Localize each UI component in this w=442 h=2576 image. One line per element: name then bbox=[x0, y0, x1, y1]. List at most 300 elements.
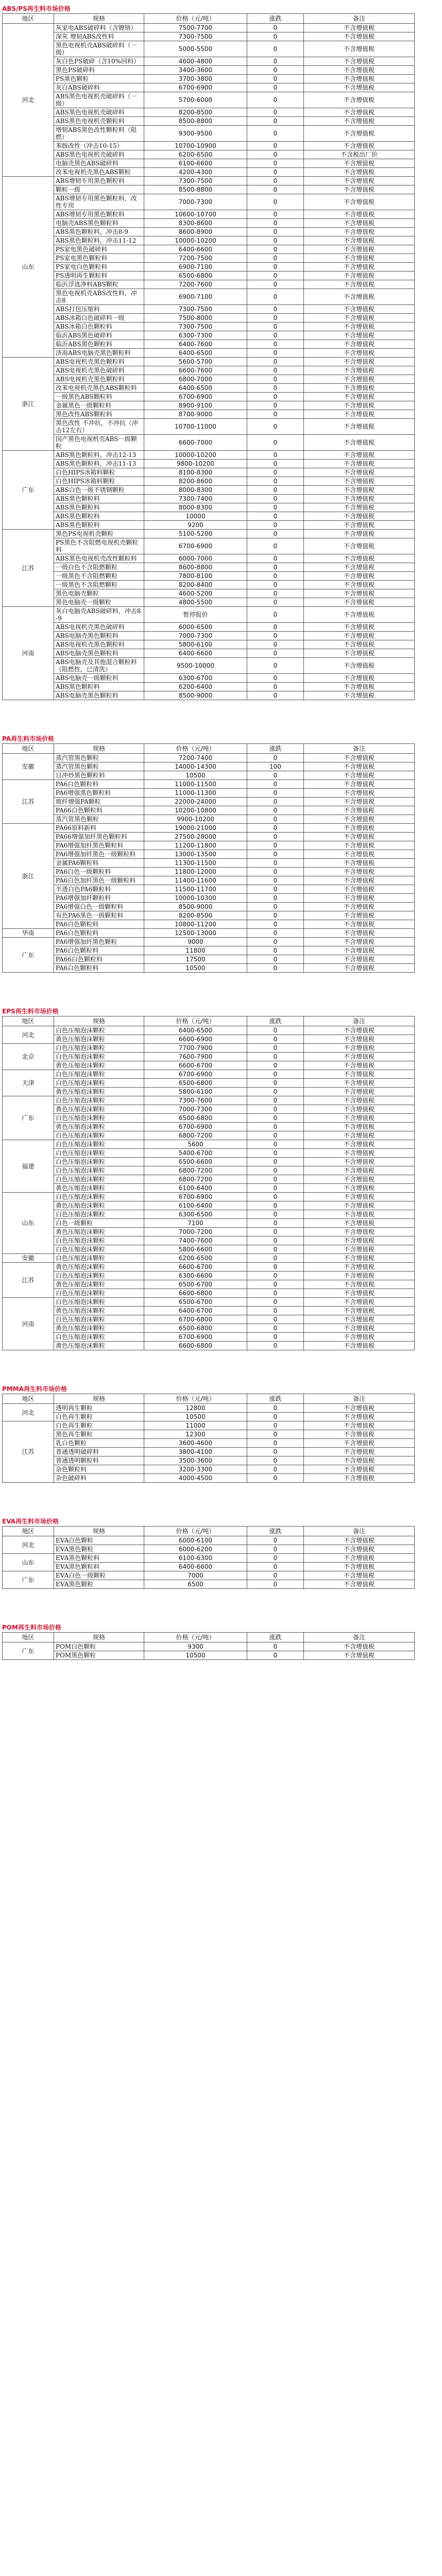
table-row bbox=[3, 762, 415, 771]
region-cell: 河北 bbox=[3, 24, 54, 177]
change-cell: 0 bbox=[247, 236, 304, 245]
table-row bbox=[3, 194, 415, 210]
note-cell: 不含增值税 bbox=[304, 1430, 415, 1439]
spec-cell: 一级黑色ABS颗粒料 bbox=[54, 393, 144, 401]
price-cell: 8700-9000 bbox=[144, 410, 247, 419]
note-cell: 不含增值税 bbox=[304, 815, 415, 824]
table-row bbox=[3, 185, 415, 194]
note-cell: 不含增值税 bbox=[304, 108, 415, 117]
table-row bbox=[3, 1236, 415, 1245]
change-header: 涨跌 bbox=[247, 1016, 304, 1026]
change-cell: 0 bbox=[247, 780, 304, 789]
region-cell: 浙江 bbox=[3, 824, 54, 929]
price-cell: 11000-11500 bbox=[144, 780, 247, 789]
price-cell: 4000-4500 bbox=[144, 1474, 247, 1483]
table-row bbox=[3, 272, 415, 280]
spec-cell: 黄色压缩泡沫颗粒 bbox=[54, 1184, 144, 1193]
note-cell: 不含增值税 bbox=[304, 1044, 415, 1053]
table-row bbox=[3, 1245, 415, 1254]
spec-cell: ABS电脑壳及其他混合颗粒料（阻燃性，已清洗） bbox=[54, 658, 144, 674]
spec-cell: 白色压缩泡沫颗粒 bbox=[54, 1140, 144, 1149]
change-cell: 0 bbox=[247, 754, 304, 762]
price-cell: 7800-8100 bbox=[144, 572, 247, 581]
price-cell: 6400-6500 bbox=[144, 384, 247, 393]
change-cell: 0 bbox=[247, 530, 304, 538]
price-header: 价格（元/吨） bbox=[144, 1394, 247, 1404]
spec-cell: 金属PA6颗粒料 bbox=[54, 859, 144, 868]
note-cell: 不含增值税 bbox=[304, 1070, 415, 1079]
price-cell: 6700-6900 bbox=[144, 1070, 247, 1079]
table-row bbox=[3, 210, 415, 219]
price-cell: 8200-8400 bbox=[144, 581, 247, 589]
price-cell: 12300 bbox=[144, 1430, 247, 1439]
change-cell: 0 bbox=[247, 1044, 304, 1053]
table-row bbox=[3, 435, 415, 451]
spec-cell: 白色压缩泡沫颗粒 bbox=[54, 1210, 144, 1219]
note-cell: 不含增值税 bbox=[304, 1131, 415, 1140]
price-cell: 11300-11500 bbox=[144, 859, 247, 868]
spec-cell: ABS黑色颗粒料，冲击12-13 bbox=[54, 451, 144, 460]
table-row bbox=[3, 477, 415, 486]
note-cell: 不含增值税 bbox=[304, 75, 415, 83]
spec-cell: 白色压缩泡沫颗粒 bbox=[54, 1070, 144, 1079]
note-cell: 不含增值税 bbox=[304, 185, 415, 194]
spec-header: 规格 bbox=[54, 14, 144, 24]
note-cell: 不含增值税 bbox=[304, 263, 415, 272]
spec-cell: 黄色压缩泡沫颗粒 bbox=[54, 1228, 144, 1236]
table-row bbox=[3, 358, 415, 366]
spec-cell: 改苯电视机壳黑色ABS颗粒 bbox=[54, 168, 144, 177]
note-cell: 不含增值税 bbox=[304, 1324, 415, 1333]
price-cell: 6200-6500 bbox=[144, 150, 247, 159]
region-header: 地区 bbox=[3, 1394, 54, 1404]
table-row bbox=[3, 1026, 415, 1035]
spec-cell: ABS打包压缩料 bbox=[54, 305, 144, 314]
change-cell: 0 bbox=[247, 280, 304, 289]
price-cell: 6800-7000 bbox=[144, 375, 247, 384]
price-header: 价格（元/吨） bbox=[144, 744, 247, 754]
note-cell: 不含增值税 bbox=[304, 236, 415, 245]
price-cell: 13000-13500 bbox=[144, 850, 247, 859]
price-cell: 6200-6400 bbox=[144, 683, 247, 691]
change-cell: 0 bbox=[247, 632, 304, 640]
price-cell: 9800-10200 bbox=[144, 460, 247, 468]
price-cell: 7300-7400 bbox=[144, 495, 247, 503]
spec-header: 规格 bbox=[54, 1633, 144, 1642]
spec-cell: PA6增强加纤黑色颗粒 bbox=[54, 938, 144, 946]
price-cell: 7500-7700 bbox=[144, 24, 247, 32]
change-cell: 0 bbox=[247, 340, 304, 349]
section-gap bbox=[2, 1483, 414, 1514]
change-cell: 0 bbox=[247, 1448, 304, 1456]
note-cell: 不含增值税 bbox=[304, 314, 415, 323]
table-row bbox=[3, 754, 415, 762]
change-cell: 0 bbox=[247, 468, 304, 477]
spec-cell: 黄色压缩泡沫颗粒 bbox=[54, 1088, 144, 1096]
table-row bbox=[3, 1439, 415, 1448]
change-cell: 0 bbox=[247, 589, 304, 598]
table-row bbox=[3, 833, 415, 841]
table-row bbox=[3, 530, 415, 538]
change-cell: 0 bbox=[247, 683, 304, 691]
spec-cell: 苯胺改性（冲击10-15） bbox=[54, 142, 144, 150]
table-row bbox=[3, 1035, 415, 1044]
change-cell: 0 bbox=[247, 83, 304, 92]
table-row bbox=[3, 159, 415, 168]
change-cell: 0 bbox=[247, 32, 304, 41]
note-cell: 不含增值税 bbox=[304, 658, 415, 674]
spec-cell: ABS白色一级不锈钢颗粒 bbox=[54, 486, 144, 495]
spec-cell: 有色PA6黑色一级颗粒料 bbox=[54, 911, 144, 920]
region-cell: 山东 bbox=[3, 1193, 54, 1254]
price-cell: 6500-6600 bbox=[144, 1158, 247, 1166]
price-cell: 6700-6900 bbox=[144, 1333, 247, 1342]
note-cell: 不含增值税 bbox=[304, 938, 415, 946]
change-cell: 0 bbox=[247, 1184, 304, 1193]
table-row bbox=[3, 1571, 415, 1580]
spec-cell: 白色压缩泡沫颗粒 bbox=[54, 1131, 144, 1140]
spec-cell: PS家电白色颗粒料 bbox=[54, 263, 144, 272]
spec-cell: ABS黑色电视机壳破碎料（一级） bbox=[54, 92, 144, 108]
table-row bbox=[3, 219, 415, 228]
change-cell: 100 bbox=[247, 762, 304, 771]
note-cell: 不含增值税 bbox=[304, 1061, 415, 1070]
spec-cell: 普通透明破碎料 bbox=[54, 1448, 144, 1456]
note-cell: 不含增值税 bbox=[304, 1166, 415, 1175]
price-cell: 9200 bbox=[144, 521, 247, 530]
spec-cell: ABS增韧专用黑色颗粒料，改性专用 bbox=[54, 194, 144, 210]
change-cell: 0 bbox=[247, 1035, 304, 1044]
table-row bbox=[3, 366, 415, 375]
change-cell: 0 bbox=[247, 75, 304, 83]
change-cell: 0 bbox=[247, 1554, 304, 1563]
table-row bbox=[3, 126, 415, 142]
price-cell: 6900-7100 bbox=[144, 263, 247, 272]
spec-cell: PS透明再生颗粒料 bbox=[54, 272, 144, 280]
note-cell: 不含增值税 bbox=[304, 92, 415, 108]
price-cell: 7200-7500 bbox=[144, 254, 247, 263]
table-row bbox=[3, 1651, 415, 1660]
table-row bbox=[3, 674, 415, 683]
change-cell: 0 bbox=[247, 1413, 304, 1421]
table-row bbox=[3, 859, 415, 868]
spec-cell: 改苯电视机壳黑色ABS颗粒料 bbox=[54, 384, 144, 393]
price-cell: 6500-6700 bbox=[144, 1280, 247, 1289]
change-cell: 0 bbox=[247, 150, 304, 159]
spec-cell: 黄色压缩泡沫颗粒 bbox=[54, 1307, 144, 1315]
change-cell: 0 bbox=[247, 305, 304, 314]
header-row bbox=[3, 1527, 415, 1536]
table-row bbox=[3, 1465, 415, 1474]
spec-cell: 灰白ABS破碎料 bbox=[54, 83, 144, 92]
price-cell: 7000-7300 bbox=[144, 632, 247, 640]
table-row bbox=[3, 1413, 415, 1421]
section-title: PMMA再生料市场价格 bbox=[2, 1385, 67, 1393]
table-row bbox=[3, 1298, 415, 1307]
change-cell: 0 bbox=[247, 1536, 304, 1545]
change-cell: 0 bbox=[247, 194, 304, 210]
change-cell: 0 bbox=[247, 798, 304, 806]
price-cell: 7600-7900 bbox=[144, 1053, 247, 1061]
note-cell: 不含税出厂价 bbox=[304, 150, 415, 159]
change-header: 涨跌 bbox=[247, 1633, 304, 1642]
spec-cell: 白色压缩泡沫颗粒 bbox=[54, 1166, 144, 1175]
price-cell: 5600 bbox=[144, 1140, 247, 1149]
price-cell: 8200-8500 bbox=[144, 108, 247, 117]
price-cell: 6600-7000 bbox=[144, 435, 247, 451]
change-cell: 0 bbox=[247, 1456, 304, 1465]
note-cell: 不含增值税 bbox=[304, 903, 415, 911]
table-row bbox=[3, 815, 415, 824]
table-row bbox=[3, 798, 415, 806]
note-cell: 不含增值税 bbox=[304, 451, 415, 460]
spec-cell: POM白色颗粒 bbox=[54, 1642, 144, 1651]
spec-cell: 白色压缩泡沫颗粒 bbox=[54, 1044, 144, 1053]
table-row bbox=[3, 1053, 415, 1061]
note-cell: 不含增值税 bbox=[304, 331, 415, 340]
price-cell: 8200-8500 bbox=[144, 911, 247, 920]
change-cell: 0 bbox=[247, 1088, 304, 1096]
table-row bbox=[3, 538, 415, 554]
header-row bbox=[3, 1394, 415, 1404]
change-cell: 0 bbox=[247, 401, 304, 410]
change-cell: 0 bbox=[247, 228, 304, 236]
spec-cell: ABS黑色颗粒料，冲击11-13 bbox=[54, 460, 144, 468]
note-cell: 不含增值税 bbox=[304, 375, 415, 384]
note-cell: 不含增值税 bbox=[304, 219, 415, 228]
price-cell: 6100-6400 bbox=[144, 1201, 247, 1210]
note-cell: 不含增值税 bbox=[304, 1254, 415, 1263]
spec-cell: 白色压缩泡沫颗粒 bbox=[54, 1193, 144, 1201]
note-cell: 不含增值税 bbox=[304, 495, 415, 503]
note-cell: 不含增值税 bbox=[304, 435, 415, 451]
price-cell: 6000-6200 bbox=[144, 1545, 247, 1554]
change-cell: 0 bbox=[247, 117, 304, 126]
change-cell: 0 bbox=[247, 885, 304, 894]
table-row bbox=[3, 1105, 415, 1114]
change-cell: 0 bbox=[247, 177, 304, 185]
spec-cell: PS家电黑色颗粒料 bbox=[54, 254, 144, 263]
note-cell: 不含增值税 bbox=[304, 1465, 415, 1474]
table-row bbox=[3, 850, 415, 859]
price-header: 价格（元/吨） bbox=[144, 1633, 247, 1642]
table-row bbox=[3, 946, 415, 955]
spec-cell: 玻纤增强PA颗粒 bbox=[54, 798, 144, 806]
table-row bbox=[3, 521, 415, 530]
table-row bbox=[3, 1430, 415, 1439]
change-cell: 0 bbox=[247, 1580, 304, 1589]
spec-cell: 白色压缩泡沫颗粒 bbox=[54, 1333, 144, 1342]
change-cell: 0 bbox=[247, 1026, 304, 1035]
note-cell: 不含增值税 bbox=[304, 358, 415, 366]
change-cell: 0 bbox=[247, 1105, 304, 1114]
price-cell: 6100-6600 bbox=[144, 159, 247, 168]
spec-cell: PA66原料新料 bbox=[54, 824, 144, 833]
note-cell: 不含增值税 bbox=[304, 1228, 415, 1236]
table-row bbox=[3, 486, 415, 495]
table-row bbox=[3, 393, 415, 401]
change-cell: 0 bbox=[247, 1228, 304, 1236]
change-cell: 0 bbox=[247, 419, 304, 435]
price-cell: 8500-8800 bbox=[144, 185, 247, 194]
price-cell: 7300-7500 bbox=[144, 32, 247, 41]
price-cell: 7100 bbox=[144, 1219, 247, 1228]
change-cell: 0 bbox=[247, 1149, 304, 1158]
price-cell: 6400-6600 bbox=[144, 1563, 247, 1571]
change-cell: 0 bbox=[247, 1158, 304, 1166]
change-cell: 0 bbox=[247, 254, 304, 263]
table-row bbox=[3, 150, 415, 159]
spec-cell: PA66白色颗粒料 bbox=[54, 955, 144, 964]
note-header: 备注 bbox=[304, 744, 415, 754]
price-cell: 7000-7300 bbox=[144, 194, 247, 210]
change-cell: 0 bbox=[247, 1053, 304, 1061]
change-cell: 0 bbox=[247, 824, 304, 833]
region-cell: 福建 bbox=[3, 1140, 54, 1193]
note-cell: 不含增值税 bbox=[304, 194, 415, 210]
spec-cell: 黄色压缩泡沫颗粒 bbox=[54, 1342, 144, 1350]
change-cell: 0 bbox=[247, 245, 304, 254]
region-header: 地区 bbox=[3, 1633, 54, 1642]
note-cell: 不含增值税 bbox=[304, 117, 415, 126]
spec-cell: 黑色电脑壳颗粒 bbox=[54, 589, 144, 598]
note-cell: 不含增值税 bbox=[304, 401, 415, 410]
change-cell: 0 bbox=[247, 1307, 304, 1315]
change-cell: 0 bbox=[247, 964, 304, 973]
note-cell: 不含增值税 bbox=[304, 1315, 415, 1324]
spec-cell: PA6增强加纤黑色颗粒料 bbox=[54, 841, 144, 850]
spec-cell: 白色压缩泡沫颗粒 bbox=[54, 1289, 144, 1298]
spec-cell: 临沂浮选净料ABS颗粒 bbox=[54, 280, 144, 289]
price-cell: 12800 bbox=[144, 1404, 247, 1413]
change-cell: 0 bbox=[247, 512, 304, 521]
change-cell: 0 bbox=[247, 1166, 304, 1175]
change-cell: 0 bbox=[247, 24, 304, 32]
price-cell: 5800-6600 bbox=[144, 1245, 247, 1254]
spec-cell: 黄色压缩泡沫颗粒 bbox=[54, 1263, 144, 1272]
spec-cell: 一级白色不含阻燃颗粒 bbox=[54, 563, 144, 572]
spec-cell: PA6增强白色一级颗粒料 bbox=[54, 903, 144, 911]
spec-cell: ABS电视机壳黑色颗粒料 bbox=[54, 358, 144, 366]
change-cell: 0 bbox=[247, 486, 304, 495]
spec-cell: 白色一级颗粒 bbox=[54, 1219, 144, 1228]
change-cell: 0 bbox=[247, 1210, 304, 1219]
section-title: PA再生料市场价格 bbox=[2, 735, 54, 742]
table-row bbox=[3, 1228, 415, 1236]
table-row bbox=[3, 885, 415, 894]
table-row bbox=[3, 1289, 415, 1298]
change-cell: 0 bbox=[247, 806, 304, 815]
change-cell: 0 bbox=[247, 477, 304, 486]
note-cell: 不含增值税 bbox=[304, 272, 415, 280]
change-cell: 0 bbox=[247, 1193, 304, 1201]
region-header: 地区 bbox=[3, 1527, 54, 1536]
spec-cell: 白色压缩泡沫颗粒 bbox=[54, 1079, 144, 1088]
note-cell: 不含增值税 bbox=[304, 393, 415, 401]
note-header: 备注 bbox=[304, 1016, 415, 1026]
spec-cell: 半透白色PA6颗粒料 bbox=[54, 885, 144, 894]
spec-cell: 白色再生颗粒 bbox=[54, 1413, 144, 1421]
table-row bbox=[3, 41, 415, 57]
region-cell: 江苏 bbox=[3, 1421, 54, 1483]
spec-cell: 乳白色颗粒 bbox=[54, 1439, 144, 1448]
note-cell: 不含增值税 bbox=[304, 1571, 415, 1580]
table-row bbox=[3, 1079, 415, 1088]
note-cell: 不含增值税 bbox=[304, 563, 415, 572]
price-cell: 5800-6100 bbox=[144, 1088, 247, 1096]
price-cell: 6600-6800 bbox=[144, 1342, 247, 1350]
spec-cell: 白色压缩泡沫颗粒 bbox=[54, 1158, 144, 1166]
spec-cell: 黑色改性ABS颗粒料 bbox=[54, 410, 144, 419]
change-cell: 0 bbox=[247, 1315, 304, 1324]
change-cell: 0 bbox=[247, 850, 304, 859]
note-cell: 不含增值税 bbox=[304, 486, 415, 495]
change-cell: 0 bbox=[247, 789, 304, 798]
spec-cell: 白色压缩泡沫颗粒 bbox=[54, 1245, 144, 1254]
table-row bbox=[3, 495, 415, 503]
note-cell: 不含增值税 bbox=[304, 632, 415, 640]
spec-cell: PA6白色颗粒料 bbox=[54, 920, 144, 929]
table-row bbox=[3, 598, 415, 607]
change-cell: 0 bbox=[247, 1114, 304, 1123]
price-cell: 6400-7600 bbox=[144, 340, 247, 349]
region-cell: 浙江 bbox=[3, 358, 54, 451]
spec-cell: 白色压缩泡沫颗粒 bbox=[54, 1315, 144, 1324]
note-cell: 不含增值税 bbox=[304, 1456, 415, 1465]
table-row bbox=[3, 1219, 415, 1228]
price-cell: 4600-4800 bbox=[144, 57, 247, 66]
spec-cell: 黑色改性 不冲抗，不冲抗（冲击12左右） bbox=[54, 419, 144, 435]
change-cell: 0 bbox=[247, 1254, 304, 1263]
change-cell: 0 bbox=[247, 331, 304, 340]
table-row bbox=[3, 451, 415, 460]
note-cell: 不含增值税 bbox=[304, 649, 415, 658]
table-row bbox=[3, 1149, 415, 1158]
note-cell: 不含增值税 bbox=[304, 868, 415, 876]
price-cell: 6000-6100 bbox=[144, 1536, 247, 1545]
change-cell: 0 bbox=[247, 375, 304, 384]
spec-cell: 增韧ABS黑色改性颗粒料（阻燃） bbox=[54, 126, 144, 142]
price-cell: 5100-5200 bbox=[144, 530, 247, 538]
note-cell: 不含增值税 bbox=[304, 1448, 415, 1456]
price-cell: 6900-7100 bbox=[144, 289, 247, 305]
change-cell: 0 bbox=[247, 1465, 304, 1474]
spec-cell: 黄色压缩泡沫颗粒 bbox=[54, 1123, 144, 1131]
note-cell: 不含增值税 bbox=[304, 1298, 415, 1307]
note-cell: 不含增值税 bbox=[304, 168, 415, 177]
note-cell: 不含增值税 bbox=[304, 384, 415, 393]
table-row bbox=[3, 142, 415, 150]
change-cell: 0 bbox=[247, 1421, 304, 1430]
note-cell: 不含增值税 bbox=[304, 289, 415, 305]
region-cell: 广东 bbox=[3, 1571, 54, 1589]
table-row bbox=[3, 1474, 415, 1483]
table-row bbox=[3, 1333, 415, 1342]
price-table bbox=[2, 743, 415, 973]
change-cell: 0 bbox=[247, 435, 304, 451]
price-cell: 7400-7600 bbox=[144, 1236, 247, 1245]
table-row bbox=[3, 236, 415, 245]
change-cell: 0 bbox=[247, 911, 304, 920]
spec-cell: PS家电黑色破碎料 bbox=[54, 245, 144, 254]
change-cell: 0 bbox=[247, 366, 304, 375]
spec-cell: 白色压缩泡沫颗粒 bbox=[54, 1026, 144, 1035]
spec-cell: 白色HIPS冰箱料颗粒 bbox=[54, 477, 144, 486]
table-row bbox=[3, 1184, 415, 1193]
price-cell: 7500-8000 bbox=[144, 314, 247, 323]
note-header: 备注 bbox=[304, 1394, 415, 1404]
change-cell: 0 bbox=[247, 1219, 304, 1228]
